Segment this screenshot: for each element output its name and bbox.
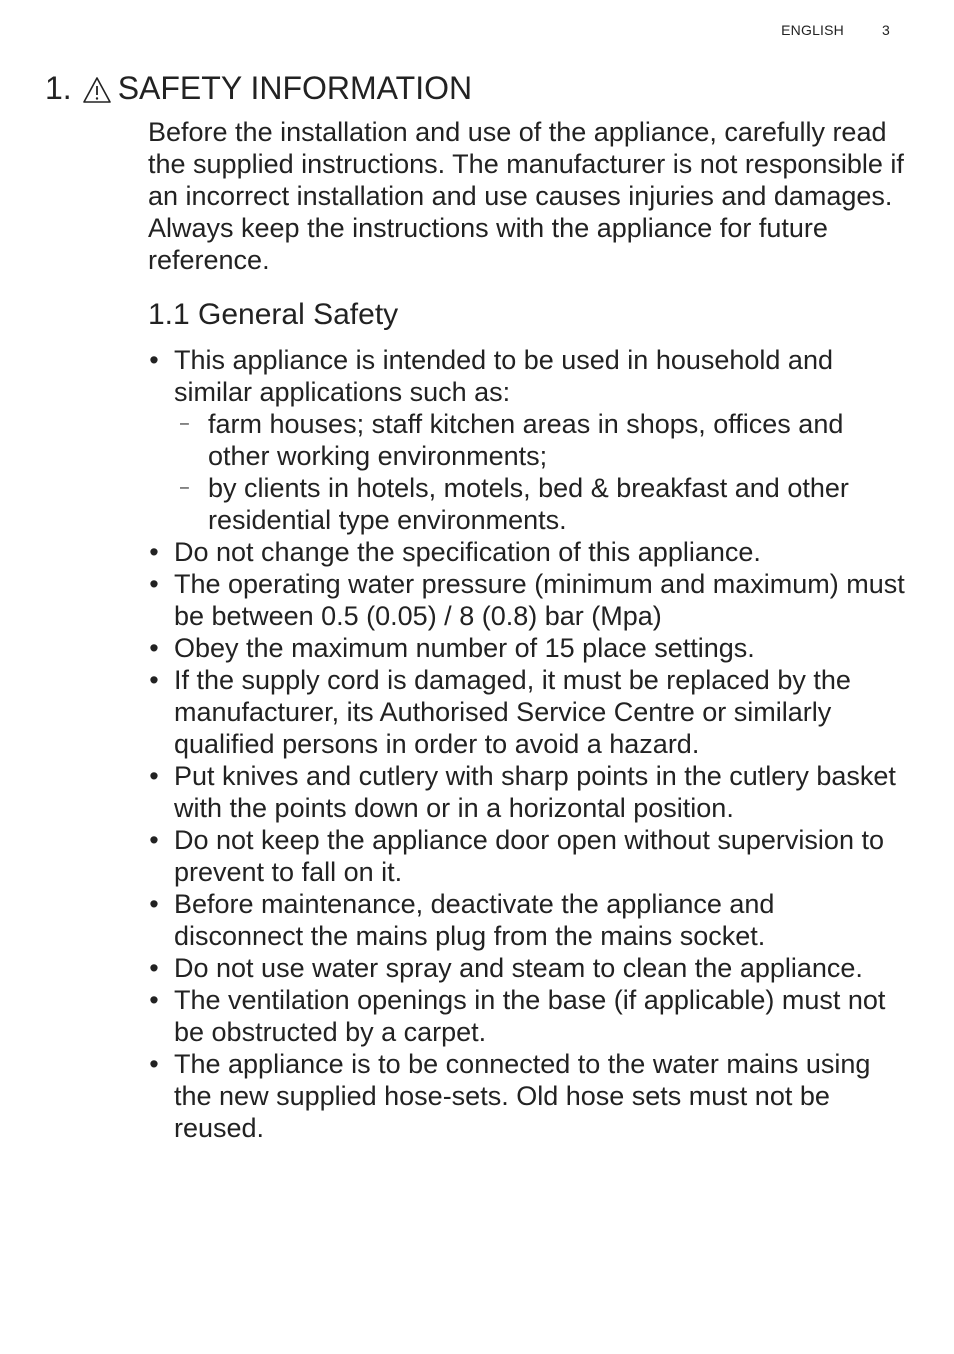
list-item [148,568,908,632]
subsection-title: 1.1 General Safety [148,298,399,331]
language-label: ENGLISH [781,22,844,38]
page-header [781,22,890,38]
list-item-text: Do not keep the appliance door open without supervision to prevent to fall on it. [174,825,884,887]
sub-list-item [174,472,908,536]
bullet-marker: • [149,345,159,375]
list-item [148,1048,908,1144]
list-item-text: If the supply cord is damaged, it must be replaced by the manufacturer, its Authorised Service Centre or similarly qualified persons in order to avoid a hazard. [174,665,851,759]
sub-list [174,408,908,536]
list-item [148,760,908,824]
list-item-text: Before maintenance, deactivate the appliance and disconnect the mains plug from the mains socket. [174,889,775,951]
dash-marker: – [180,479,189,496]
intro-paragraph: Before the installation and use of the appliance, carefully read the supplied instructions. The manufacturer is not responsible if an incorrect installation and use causes injuries and damages. Always keep the instructions with the appliance for future reference. [148,117,904,275]
bullet-marker: • [149,889,159,919]
list-item-text: The appliance is to be connected to the water mains using the new supplied hose-sets. Old hose sets must not be reused. [174,1049,871,1143]
bullet-marker: • [149,665,159,695]
section-heading [45,68,472,108]
bullet-marker: • [149,633,159,663]
section-title: SAFETY INFORMATION [117,70,473,106]
list-item-text: This appliance is intended to be used in household and similar applications such as: [174,345,833,407]
list-item-text: The operating water pressure (minimum and maximum) must be between 0.5 (0.05) / 8 (0.8) bar (Mpa) [174,569,905,631]
list-item-text: Do not use water spray and steam to clean the appliance. [174,953,863,983]
list-item-text: Put knives and cutlery with sharp points in the cutlery basket with the points down or in a horizontal position. [174,761,896,823]
list-item [148,888,908,952]
bullet-marker: • [149,537,159,567]
list-item [148,344,908,536]
section-number: 1. [45,70,72,106]
list-item-text: Obey the maximum number of 15 place settings. [174,633,755,663]
safety-list [148,344,908,1144]
bullet-marker: • [149,825,159,855]
bullet-marker: • [149,985,159,1015]
page-number: 3 [882,22,890,38]
sub-list-item-text: farm houses; staff kitchen areas in shops, offices and other working environments; [208,409,844,471]
list-item-text: Do not change the specification of this appliance. [174,537,761,567]
list-item [148,664,908,760]
bullet-marker: • [149,953,159,983]
list-item [148,824,908,888]
list-item [148,952,908,984]
list-item-text: The ventilation openings in the base (if applicable) must not be obstructed by a carpet. [174,985,886,1047]
sub-list-item-text: by clients in hotels, motels, bed & breakfast and other residential type environments. [208,473,849,535]
list-item [148,984,908,1048]
bullet-marker: • [149,569,159,599]
warning-triangle-icon [82,73,112,101]
bullet-marker: • [149,1049,159,1079]
list-item [148,536,908,568]
main-content [148,116,908,1144]
list-item [148,632,908,664]
dash-marker: – [180,415,189,432]
bullet-marker: • [149,761,159,791]
sub-list-item [174,408,908,472]
